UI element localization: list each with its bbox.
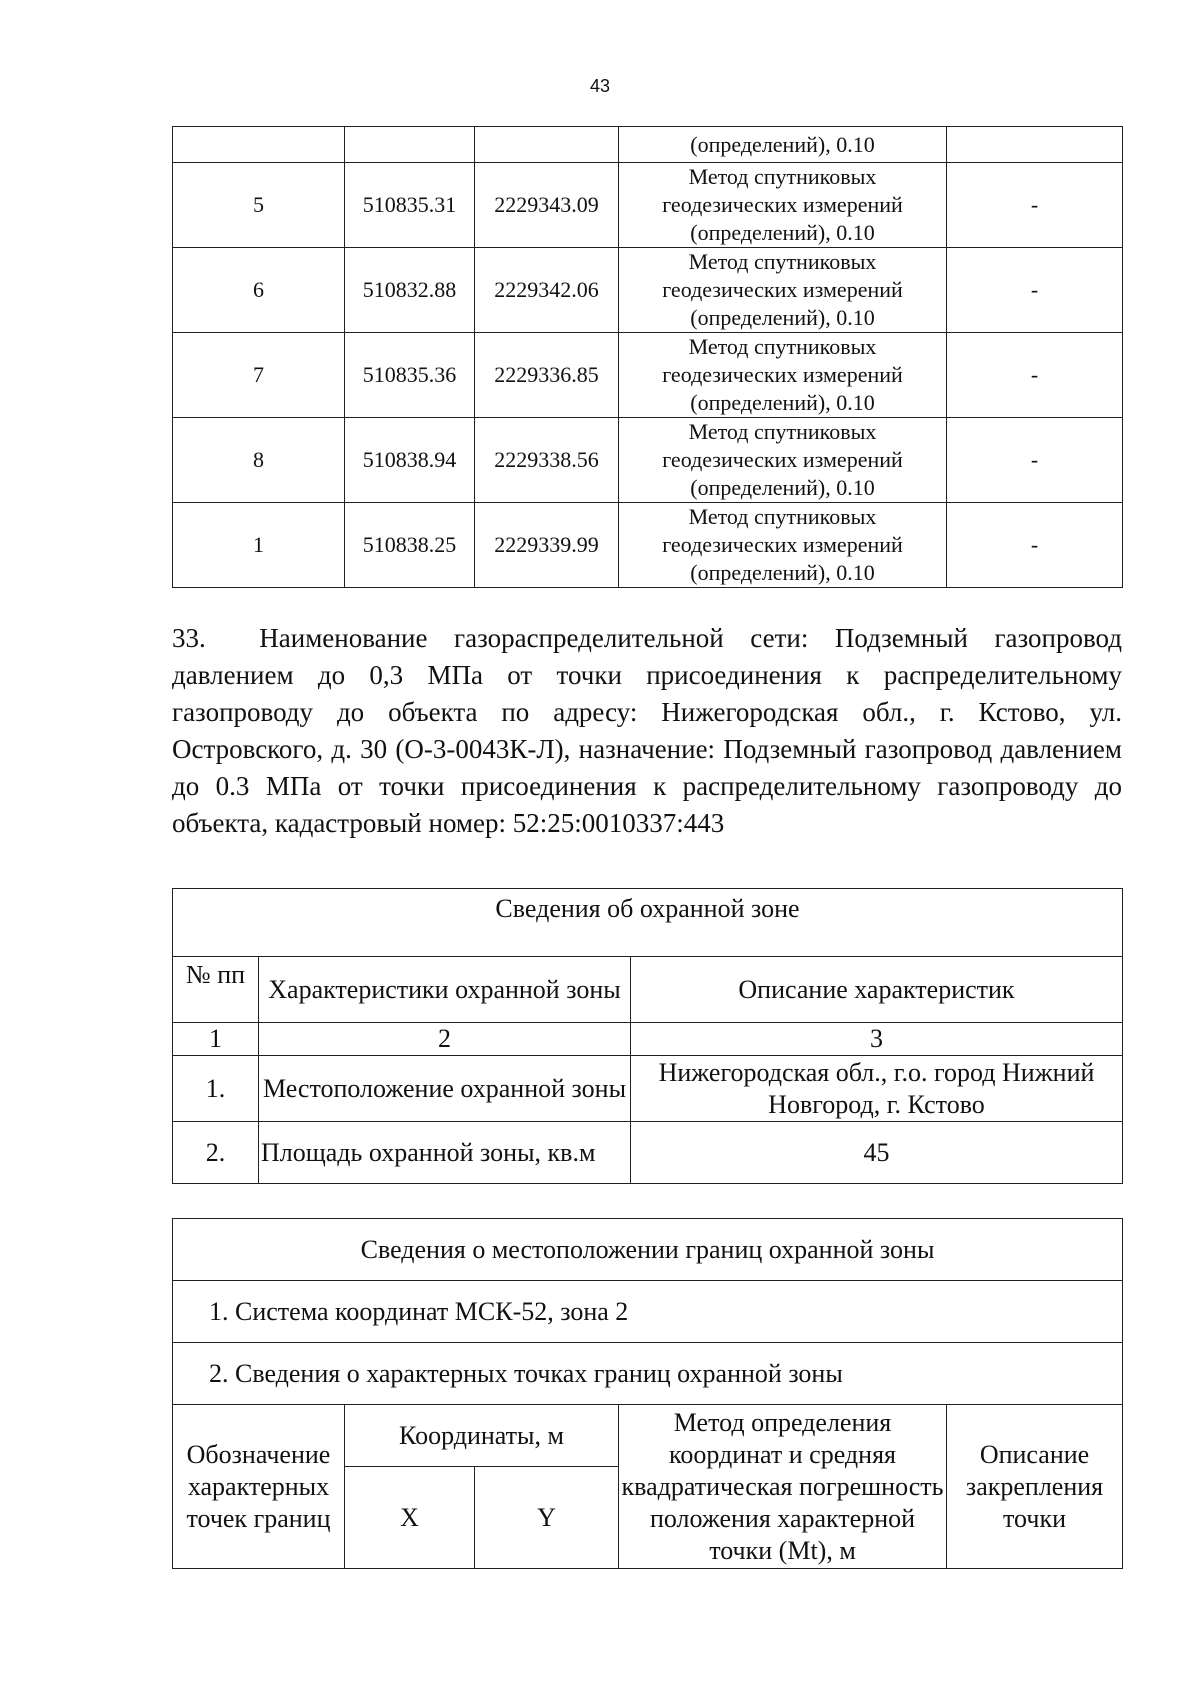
row-value: Нижегородская обл., г.о. город Нижний Новгород, г. Кстово bbox=[631, 1056, 1123, 1122]
coordinate-system: 1. Система координат МСК-52, зона 2 bbox=[173, 1281, 1123, 1343]
row-name: Местоположение охранной зоны bbox=[259, 1056, 631, 1122]
table-title: Сведения о местоположении границ охранной зоны bbox=[173, 1219, 1123, 1281]
zone-boundaries-table bbox=[172, 1218, 1123, 1569]
y-cell: 2229339.99 bbox=[475, 503, 619, 588]
points-title-row bbox=[173, 1343, 1123, 1405]
row-value: 45 bbox=[631, 1122, 1123, 1184]
column-numbers-row bbox=[173, 1023, 1123, 1056]
x-cell: 510832.88 bbox=[345, 248, 475, 333]
x-cell: 510835.36 bbox=[345, 333, 475, 418]
table-title-row bbox=[173, 889, 1123, 957]
desc-cell: - bbox=[947, 333, 1123, 418]
column-number: 1 bbox=[173, 1023, 259, 1056]
desc-cell: - bbox=[947, 418, 1123, 503]
page-number: 43 bbox=[589, 76, 611, 96]
row-number: 1. bbox=[173, 1056, 259, 1122]
table-row bbox=[173, 163, 1123, 248]
method-cell: (определений), 0.10 bbox=[619, 127, 947, 163]
table-row bbox=[173, 248, 1123, 333]
x-cell: 510838.25 bbox=[345, 503, 475, 588]
protection-zone-info-table bbox=[172, 888, 1123, 1184]
y-cell: 2229343.09 bbox=[475, 163, 619, 248]
method-cell: Метод спутниковых геодезических измерений (определений), 0.10 bbox=[619, 248, 947, 333]
header-method: Метод определения координат и средняя квадратическая погрешность положения характерной точки (Mt), м bbox=[619, 1405, 947, 1569]
coordinate-system-row bbox=[173, 1281, 1123, 1343]
desc-cell: - bbox=[947, 503, 1123, 588]
method-cell: Метод спутниковых геодезических измерений (определений), 0.10 bbox=[619, 418, 947, 503]
y-cell: 2229338.56 bbox=[475, 418, 619, 503]
y-cell: 2229336.85 bbox=[475, 333, 619, 418]
header-characteristics: Характеристики охранной зоны bbox=[259, 957, 631, 1023]
header-y: Y bbox=[475, 1467, 619, 1569]
point-cell: 6 bbox=[173, 248, 345, 333]
x-cell: 510835.31 bbox=[345, 163, 475, 248]
header-coordinates: Координаты, м bbox=[345, 1405, 619, 1467]
table-header-row bbox=[173, 957, 1123, 1023]
table-row bbox=[173, 1122, 1123, 1184]
header-fixing: Описание закрепления точки bbox=[947, 1405, 1123, 1569]
header-x: X bbox=[345, 1467, 475, 1569]
point-cell: 7 bbox=[173, 333, 345, 418]
point-cell: 8 bbox=[173, 418, 345, 503]
desc-cell: - bbox=[947, 248, 1123, 333]
method-cell: Метод спутниковых геодезических измерений (определений), 0.10 bbox=[619, 503, 947, 588]
row-number: 2. bbox=[173, 1122, 259, 1184]
column-number: 3 bbox=[631, 1023, 1123, 1056]
header-designation: Обозначение характерных точек границ bbox=[173, 1405, 345, 1569]
table-title: Сведения об охранной зоне bbox=[173, 889, 1123, 957]
header-description: Описание характеристик bbox=[631, 957, 1123, 1023]
table-row bbox=[173, 127, 1123, 163]
table-title-row bbox=[173, 1219, 1123, 1281]
header-number: № пп bbox=[173, 957, 259, 1023]
point-cell: 1 bbox=[173, 503, 345, 588]
method-cell: Метод спутниковых геодезических измерений (определений), 0.10 bbox=[619, 333, 947, 418]
points-title: 2. Сведения о характерных точках границ охранной зоны bbox=[173, 1343, 1123, 1405]
column-number: 2 bbox=[259, 1023, 631, 1056]
y-cell: 2229342.06 bbox=[475, 248, 619, 333]
table-row bbox=[173, 1056, 1123, 1122]
coordinates-table-continued bbox=[172, 126, 1123, 588]
x-cell: 510838.94 bbox=[345, 418, 475, 503]
table-header-row bbox=[173, 1405, 1123, 1467]
table-row bbox=[173, 503, 1123, 588]
section-33-paragraph: 33. Наименование газораспределительной сети: Подземный газопровод давлением до 0,3 МПа от точки присоединения к распределительному газопроводу до объекта по адресу: Нижегородская обл., г. Кстово, ул. Островского, д. 30 (О-3-0043К-Л), назначение: Подземный газопровод давлением до 0.3 МПа от точки присоединения к распределительному газопроводу до объекта, кадастровый номер: 52:25:0010337:443 bbox=[172, 623, 1122, 838]
desc-cell: - bbox=[947, 163, 1123, 248]
point-cell: 5 bbox=[173, 163, 345, 248]
table-row bbox=[173, 418, 1123, 503]
table-row bbox=[173, 333, 1123, 418]
row-name: Площадь охранной зоны, кв.м bbox=[259, 1122, 631, 1184]
method-cell: Метод спутниковых геодезических измерений (определений), 0.10 bbox=[619, 163, 947, 248]
